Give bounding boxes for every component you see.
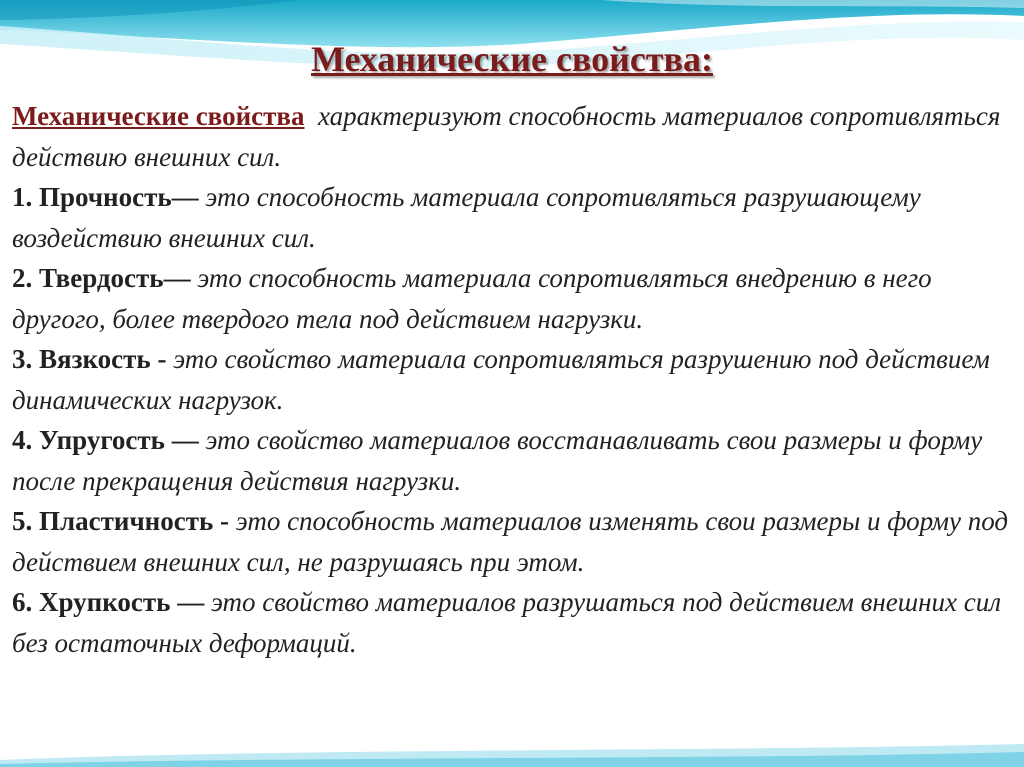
intro-term: Механические свойства	[12, 101, 305, 131]
property-number: 6.	[12, 587, 33, 617]
property-separator: —	[177, 587, 205, 617]
property-number: 2.	[12, 263, 33, 293]
property-number: 4.	[12, 425, 33, 455]
property-description: это способность материала сопротивляться внедрению в него другого, более твердого тела под действием нагрузки.	[12, 263, 932, 334]
property-item	[12, 177, 1012, 258]
property-description: это свойство материалов восстанавливать свои размеры и форму после прекращения действия нагрузки.	[12, 425, 983, 496]
property-separator: -	[157, 344, 167, 374]
property-description: это способность материала сопротивляться разрушающему воздействию внешних сил.	[12, 182, 921, 253]
property-term: Пластичность	[39, 506, 214, 536]
slide-body	[12, 96, 1012, 663]
property-item	[12, 501, 1012, 582]
property-term: Вязкость	[39, 344, 151, 374]
property-description: это свойство материала сопротивляться разрушению под действием динамических нагрузок.	[12, 344, 990, 415]
property-number: 1.	[12, 182, 33, 212]
property-item	[12, 339, 1012, 420]
slide-title: Механические свойства:	[311, 39, 713, 79]
property-term: Прочность	[39, 182, 172, 212]
property-separator: —	[171, 425, 199, 455]
property-separator: -	[220, 506, 230, 536]
property-term: Твердость	[39, 263, 164, 293]
property-item	[12, 582, 1012, 663]
property-description: это способность материалов изменять свои размеры и форму под действием внешних сил, не разрушаясь при этом.	[12, 506, 1009, 577]
property-item	[12, 258, 1012, 339]
property-description: это свойство материалов разрушаться под действием внешних сил без остаточных деформаций.	[12, 587, 1001, 658]
property-separator: —	[171, 182, 199, 212]
property-number: 3.	[12, 344, 33, 374]
intro-description: характеризуют способность материалов сопротивляться действию внешних сил.	[12, 101, 1001, 172]
property-separator: —	[163, 263, 191, 293]
property-term: Упругость	[39, 425, 165, 455]
property-number: 5.	[12, 506, 33, 536]
intro-paragraph	[12, 96, 1012, 177]
property-term: Хрупкость	[39, 587, 171, 617]
property-item	[12, 420, 1012, 501]
